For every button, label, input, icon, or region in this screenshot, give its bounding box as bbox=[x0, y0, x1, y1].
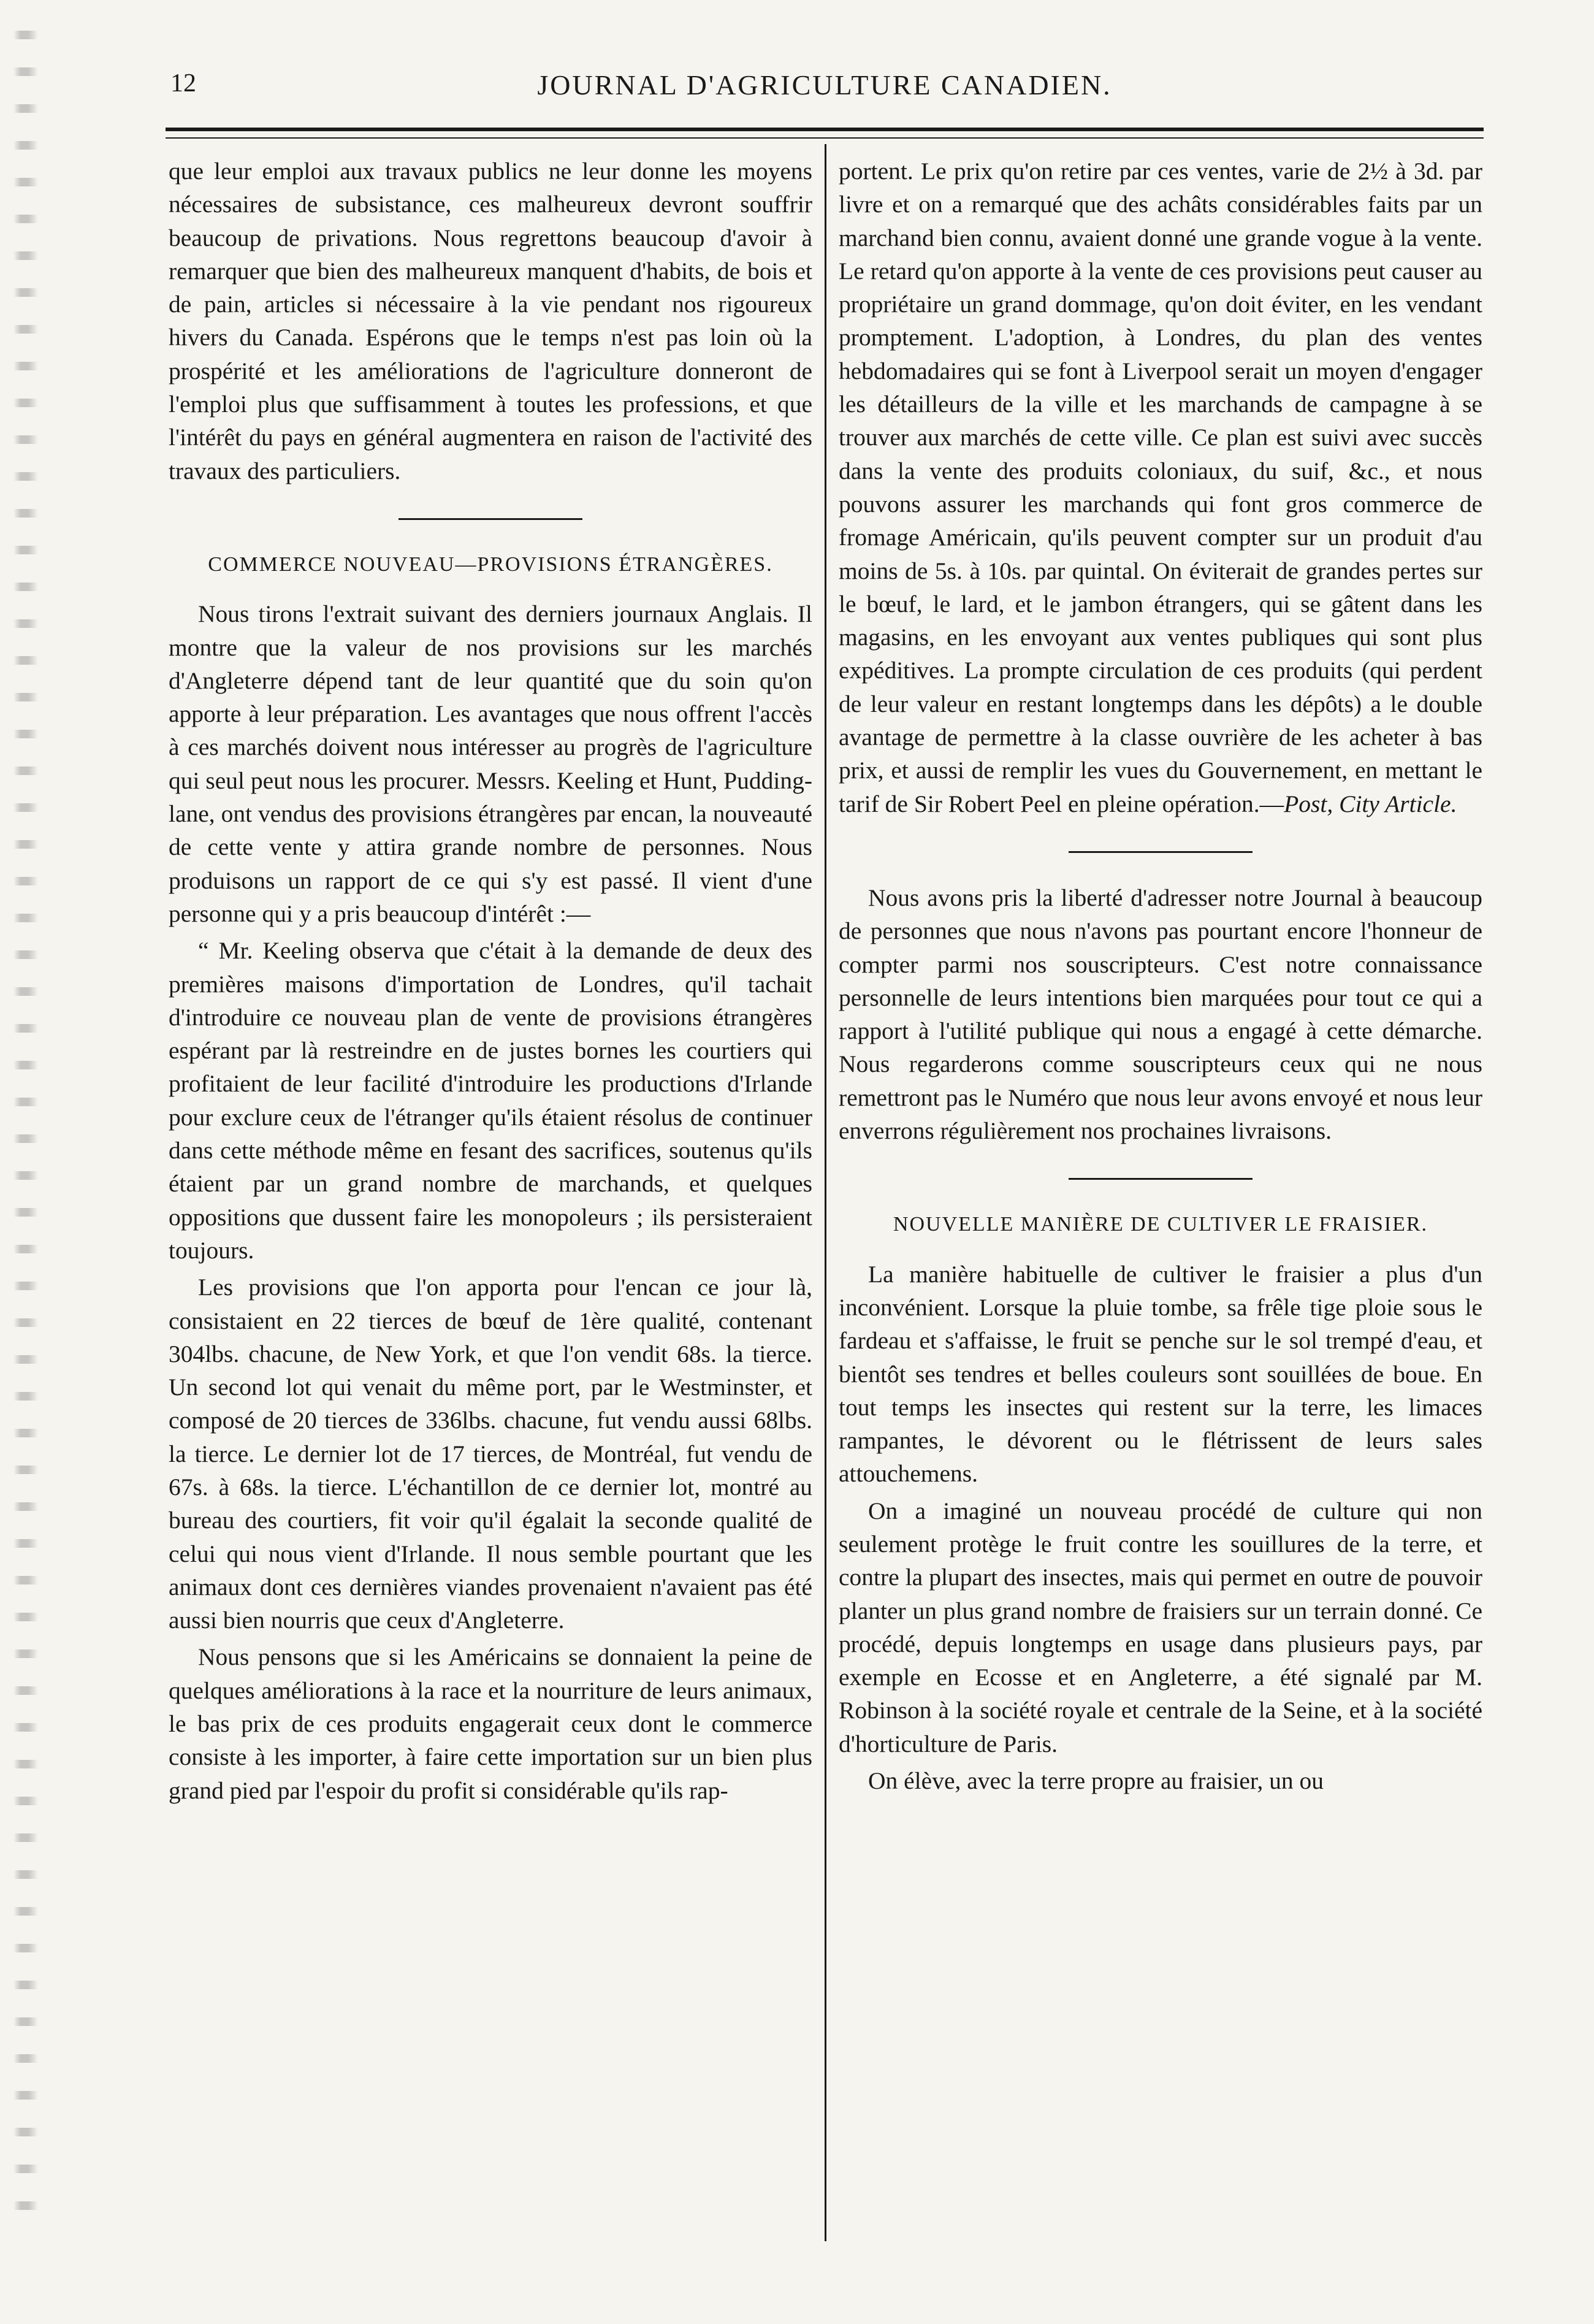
source-credit: Post, City Article. bbox=[1284, 790, 1457, 817]
page-header bbox=[166, 69, 1484, 118]
binding-edge-marks bbox=[13, 31, 38, 2238]
left-column bbox=[169, 155, 812, 1807]
header-rule bbox=[166, 128, 1484, 139]
section-separator bbox=[398, 518, 582, 520]
right-column bbox=[839, 155, 1482, 1797]
paragraph-text: portent. Le prix qu'on retire par ces ventes, varie de 2½ à 3d. par livre et on a remarqué que des achâts considérables faits par un marchand bien connu, avaient donné une grande vogue à la vente. Le retard qu'on apporte à la vente de ces provisions peut causer au propriétaire un grand dommage, qu'on doit éviter, en les vendant promptement. L'adoption, à Londres, du plan des ventes hebdomadaires qui se font à Liverpool serait un moyen d'engager les détailleurs de la ville et les marchands de campagne à se trouver aux marchés de cette ville. Ce plan est suivi avec succès dans la vente des produits coloniaux, du suif, &c., et nous pouvons assurer les marchands qui font gros commerce de fromage Américain, qu'ils peuvent compter sur un produit d'au moins de 5s. à 10s. par quintal. On éviterait de grandes pertes sur le bœuf, le lard, et le jambon étrangers, qui se gâtent dans les magasins, en les envoyant aux ventes publiques qui sont plus expéditives. La prompte circulation de ces produits (qui perdent de leur valeur en restant longtemps dans les dépôts) a le double avantage de permettre à la classe ouvrière de les acheter à bas prix, et aussi de remplir les vues du Gouvernement, en mettant le tarif de Sir Robert Peel en pleine opération.— bbox=[839, 158, 1482, 817]
paragraph: que leur emploi aux travaux publics ne leur donne les moyens nécessaires de subsistance, ces malheureux devront souffrir beaucoup de privations. Nous regrettons beaucoup d'avoir à remarquer que bien des malheureux manquent d'habits, de bois et de pain, articles si nécessaire à la vie pendant nos rigoureux hivers du Canada. Espérons que le temps n'est pas loin où la prospérité et les améliorations de l'agriculture donneront de l'emploi plus que suffisamment à toutes les professions, et que l'intérêt du pays en général augmentera en raison de l'activité des travaux des particuliers. bbox=[169, 158, 812, 484]
paragraph: Les provisions que l'on apporta pour l'encan ce jour là, consistaient en 22 tierces de bœuf de 1ère qualité, contenant 304lbs. chacune, de New York, et que l'on vendit 68s. la tierce. Un second lot qui venait du même port, par le Westminster, et composé de 20 tierces de 336lbs. chacune, fut vendu aussi 68lbs. la tierce. Le dernier lot de 17 tierces, de Montréal, fut vendu de 67s. à 68s. la tierce. L'échantillon de ce dernier lot, montré au bureau des courtiers, fit voir qu'il égalait la seconde qualité de celui qui nous vient d'Irlande. Il nous semble pourtant que les animaux dont ces dernières viandes provenaient n'avaient pas été aussi bien nourris que ceux d'Angleterre. bbox=[169, 1274, 812, 1634]
section-separator bbox=[1069, 851, 1253, 853]
journal-title: JOURNAL D'AGRICULTURE CANADIEN. bbox=[537, 69, 1112, 101]
paragraph: On a imaginé un nouveau procédé de culture qui non seulement protège le fruit contre les souillures de la terre, et contre la plupart des insectes, mais qui permet en outre de pouvoir planter un plus grand nombre de fraisiers sur un terrain donné. Ce procédé, depuis longtemps en usage dans plusieurs pays, par exemple en Ecosse et en Angleterre, a été signalé par M. Robinson à la société royale et centrale de la Seine, et à la société d'horticulture de Paris. bbox=[839, 1497, 1482, 1757]
paragraph bbox=[839, 155, 1482, 820]
paragraph: Nous avons pris la liberté d'adresser notre Journal à beaucoup de personnes que nous n'avons pas pourtant encore l'honneur de compter parmi nos souscripteurs. C'est notre connaissance personnelle de leurs intentions bien marquées pour tout ce qui a rapport à l'utilité publique qui nous a engagé à cette démarche. Nous regarderons comme souscripteurs ceux qui ne nous remettront pas le Numéro que nous leur avons envoyé et nous leur enverrons régulièrement nos prochaines livraisons. bbox=[839, 884, 1482, 1145]
column-divider bbox=[825, 144, 826, 2241]
paragraph: “ Mr. Keeling observa que c'était à la demande de deux des premières maisons d'importation de Londres, qu'il tachait d'introduire ce nouveau plan de vente de provisions étrangères espérant par là restreindre en de justes bornes les courtiers qui profitaient de leur facilité d'introduire les productions d'Irlande pour exclure ceux de l'étranger qu'ils étaient résolus de continuer dans cette méthode même en fesant des sacrifices, soutenus qu'ils étaient par un grand nombre de marchands, et quelques oppositions que dussent faire les monopoleurs ; ils persisteraient toujours. bbox=[169, 937, 812, 1264]
section-title: COMMERCE NOUVEAU—PROVISIONS ÉTRANGÈRES. bbox=[208, 552, 773, 576]
section-title: NOUVELLE MANIÈRE DE CULTIVER LE FRAISIER. bbox=[893, 1213, 1428, 1236]
paragraph: On élève, avec la terre propre au fraisier, un ou bbox=[868, 1767, 1324, 1795]
paragraph: Nous pensons que si les Américains se donnaient la peine de quelques améliorations à la race et la nourriture de leurs animaux, le bas prix de ces produits engagerait ceux dont le commerce consiste à les importer, à faire cette importation sur un bien plus grand pied par l'espoir du profit si considérable qu'ils rap- bbox=[169, 1643, 812, 1804]
page-number: 12 bbox=[170, 69, 196, 97]
section-separator bbox=[1069, 1178, 1253, 1180]
paragraph: La manière habituelle de cultiver le fraisier a plus d'un inconvénient. Lorsque la pluie tombe, sa frêle tige ploie sous le fardeau et s'affaisse, le fruit se penche sur le sol trempé d'eau, et bientôt ses tendres et belles couleurs sont souillées de boue. En tout temps les insectes qui restent sur la terre, les limaces rampantes, le dévorent ou le flétrissent de leurs sales attouchemens. bbox=[839, 1260, 1482, 1488]
paragraph: Nous tirons l'extrait suivant des derniers journaux Anglais. Il montre que la valeur de nos provisions sur les marchés d'Angleterre dépend tant de leur quantité que du soin qu'on apporte à leur préparation. Les avantages que nous offrent l'accès à ces marchés doivent nous intéresser au progrès de l'agriculture qui seul peut nous les procurer. Messrs. Keeling et Hunt, Pudding-lane, ont vendus des provisions étrangères par encan, la nouveauté de cette vente y attira grande nombre de personnes. Nous produisons un rapport de ce qui s'y est passé. Il vient d'une personne qui y a pris beaucoup d'intérêt :— bbox=[169, 600, 812, 927]
